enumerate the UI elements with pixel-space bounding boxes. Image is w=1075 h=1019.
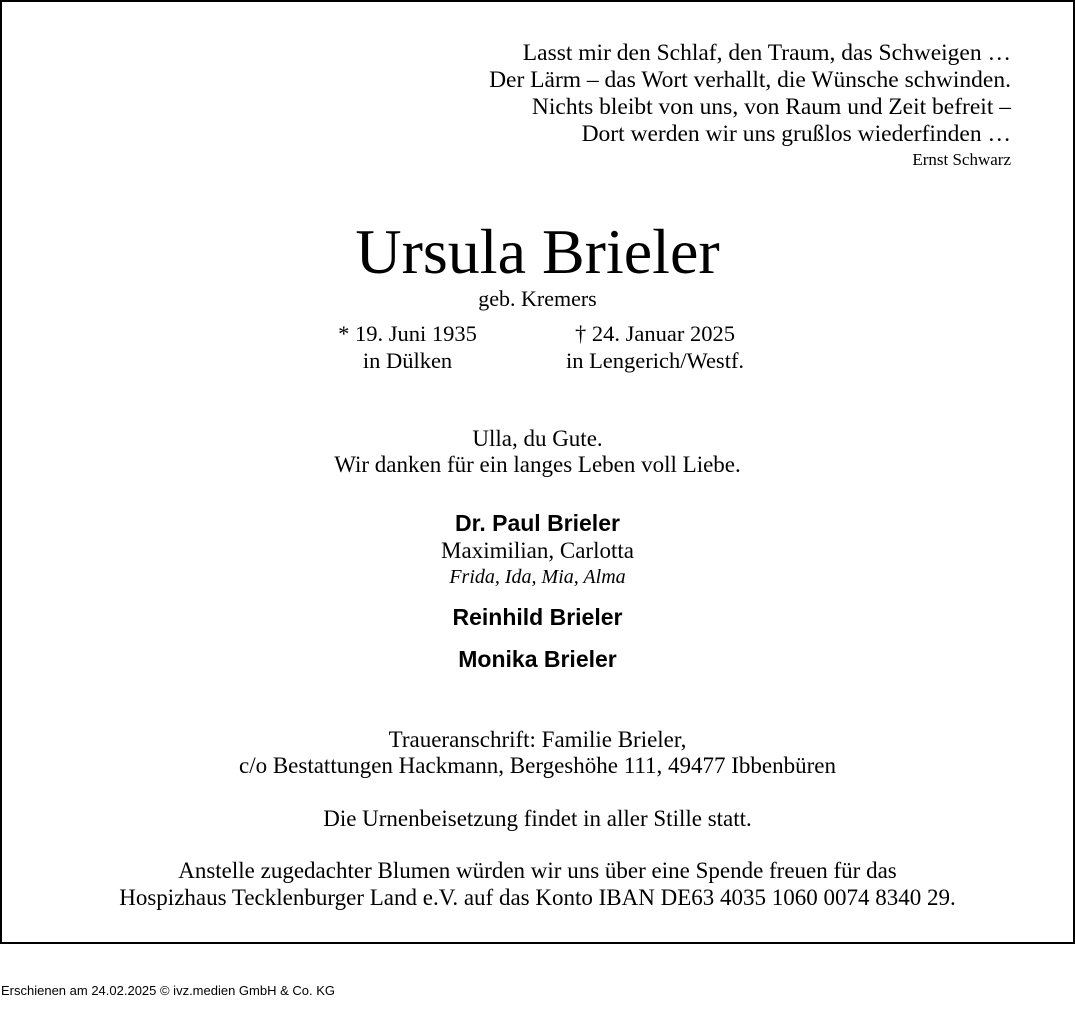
death-place: in Lengerich/Westf.	[565, 348, 745, 373]
birth-place: in Dülken	[362, 348, 453, 373]
birth-info	[320, 320, 495, 374]
birth-date: * 19. Juni 1935	[338, 321, 477, 346]
poem	[489, 40, 1011, 171]
poem-line: Lasst mir den Schlaf, den Traum, das Schweigen …	[522, 40, 1011, 66]
mourner-monika: Monika Brieler	[458, 646, 617, 672]
mourner-children: Maximilian, Carlotta	[441, 538, 634, 563]
message-line-1: Ulla, du Gute.	[472, 426, 603, 451]
address-line-2: c/o Bestattungen Hackmann, Bergeshöhe 111, 49477 Ibbenbüren	[238, 753, 836, 778]
death-info	[540, 320, 770, 374]
poem-line: Der Lärm – das Wort verhallt, die Wünsche schwinden.	[489, 67, 1011, 93]
message-line-2: Wir danken für ein langes Leben voll Liebe.	[334, 452, 741, 477]
deceased-name: Ursula Brieler	[355, 216, 720, 287]
death-date: † 24. Januar 2025	[575, 321, 735, 346]
donation-line-2: Hospizhaus Tecklenburger Land e.V. auf das Konto IBAN DE63 4035 1060 0074 8340 29.	[119, 885, 956, 910]
mourner-grandchildren: Frida, Ida, Mia, Alma	[449, 566, 626, 588]
urn-notice: Die Urnenbeisetzung findet in aller Stille statt.	[323, 806, 752, 831]
address-line-1: Traueranschrift: Familie Brieler,	[388, 727, 687, 752]
poem-line: Nichts bleibt von uns, von Raum und Zeit befreit –	[531, 94, 1011, 120]
publication-footer: Erschienen am 24.02.2025 © ivz.medien GmbH & Co. KG	[1, 983, 336, 998]
poem-author: Ernst Schwarz	[912, 150, 1011, 169]
mourner-reinhild: Reinhild Brieler	[452, 604, 623, 630]
donation-line-1: Anstelle zugedachter Blumen würden wir uns über eine Spende freuen für das	[178, 858, 897, 883]
poem-line: Dort werden wir uns grußlos wiederfinden …	[581, 121, 1011, 147]
maiden-name: geb. Kremers	[478, 286, 597, 311]
mourner-paul: Dr. Paul Brieler	[455, 510, 620, 536]
